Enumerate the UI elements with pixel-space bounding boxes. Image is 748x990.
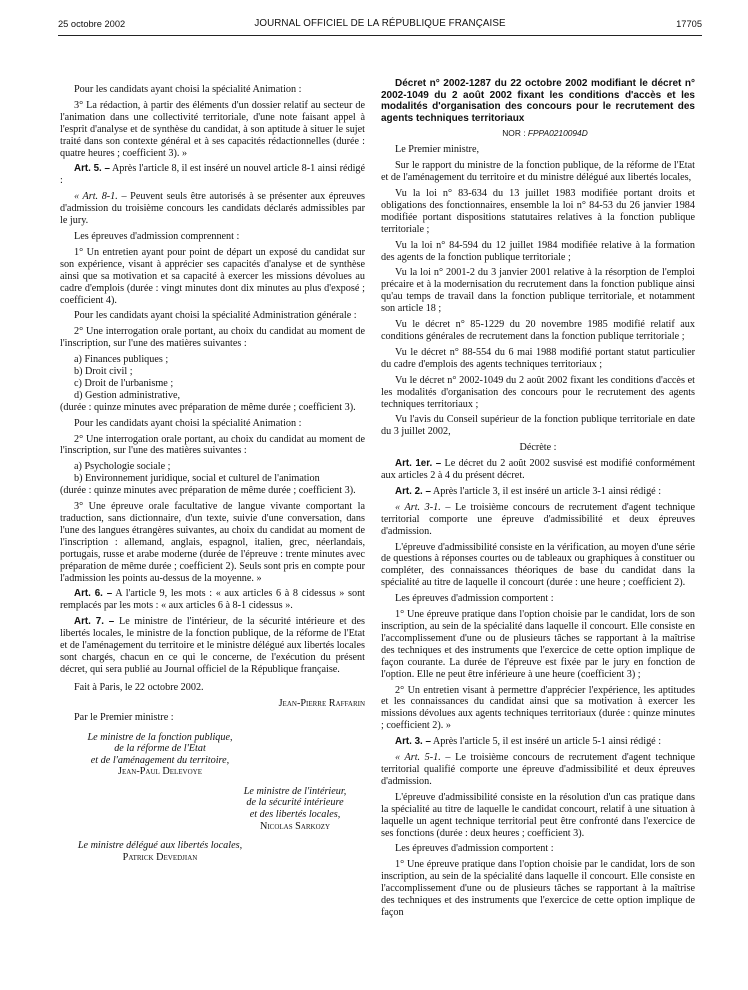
- header-date: 25 octobre 2002: [58, 19, 126, 29]
- paragraph: 1° Un entretien ayant pour point de départ un exposé du candidat sur son expérience, visant à apprécier ses capacités d'analyse et de synthèse ainsi que sa motivation et sa capacité à exercer les missions dévolues au cadre d'emplois (durée : vingt minutes dont dix minutes au plus d'exposé ; coefficient 4).: [60, 246, 365, 306]
- article-label: Art. 2. –: [395, 485, 431, 497]
- article-text: Le ministre de l'intérieur, de la sécurité intérieure et des libertés locales, le ministre de la fonction publique, de la réforme de l'Etat et de l'aménagement du territoire et le ministre délégué aux libertés locales sont chargés, chacun en ce qui le concerne, de l'exécution du présent décret, qui sera publié au Journal officiel de la République française.: [60, 616, 366, 675]
- minister-title: et des libertés locales,: [249, 809, 341, 821]
- article-label: « Art. 3-1.: [395, 501, 441, 513]
- date-place: Fait à Paris, le 22 octobre 2002.: [74, 681, 204, 693]
- paragraph: 3° Une épreuve orale facultative de langue vivante comportant la traduction, sans dictionnaire, d'un texte, suivie d'une conversation, dans l'une des langues étrangères suivantes, au choix du candidat au moment de l'inscription : allemand, anglais, espagnol, italien, grec, néerlandais, portugais, russe et arabe moderne (durée de l'épreuve : trente minutes avec préparation de même durée ; coefficient 2). Seuls sont pris en compte pour l'admission les points au-dessus de la moyenne. »: [60, 501, 365, 584]
- paragraph: Vu l'avis du Conseil supérieur de la fonction publique territoriale en date du 3 juillet 2002,: [381, 414, 695, 438]
- article-text: Après l'article 5, il est inséré un article 5-1 ainsi rédigé :: [432, 736, 662, 748]
- list-item: b) Droit civil ;: [74, 366, 133, 378]
- paragraph: Pour les candidats ayant choisi la spécialité Animation :: [74, 417, 302, 429]
- paragraph: Les épreuves d'admission comportent :: [395, 843, 554, 855]
- list-item: a) Psychologie sociale ;: [74, 461, 171, 473]
- article-6: [60, 588, 365, 612]
- paragraph: Pour les candidats ayant choisi la spécialité Animation :: [74, 84, 302, 95]
- article-5-1: [381, 752, 695, 788]
- signature-prime-minister: Jean-Pierre Raffarin: [278, 697, 365, 709]
- page-number: 17705: [676, 19, 702, 29]
- article-label: Art. 7. –: [74, 616, 115, 628]
- paragraph: L'épreuve d'admissibilité consiste en la vérification, au moyen d'une série de questions à réponses courtes ou de tableaux ou graphiques à constituer ou compléter, des connaissances théoriques de base du candidat dans la spécialité au titre de laquelle il concourt (durée : une heure ; coefficient 2).: [381, 541, 695, 589]
- article-text: Après l'article 8, il est inséré un nouvel article 8-1 ainsi rédigé :: [60, 163, 366, 187]
- paragraph: (durée : quinze minutes avec préparation de même durée ; coefficient 3).: [60, 401, 356, 413]
- left-column: [60, 84, 365, 863]
- nor-reference: [381, 128, 695, 140]
- minister-title: Le ministre de la fonction publique,: [87, 731, 233, 743]
- article-label: « Art. 8-1.: [74, 191, 118, 203]
- minister-name: Jean-Paul Delevoye: [118, 766, 202, 778]
- paragraph: 1° Une épreuve pratique dans l'option choisie par le candidat, lors de son inscription, au sein de la spécialité dans laquelle il concourt. Elle consiste en l'accomplissement d'une ou de plusieurs tâches se rapportant à la maîtrise des techniques et des instruments que l'exercice de cette option implique de façon: [381, 859, 695, 918]
- nor-value: FPPA0210094D: [527, 128, 588, 139]
- list-item: a) Finances publiques ;: [74, 354, 169, 366]
- article-text: – Le troisième concours de recrutement d'agent technique territorial comporte une épreuve d'admissibilité et deux épreuves d'admission.: [381, 501, 696, 537]
- article-3: [381, 736, 695, 748]
- paragraph: Pour les candidats ayant choisi la spécialité Administration générale :: [74, 310, 357, 322]
- paragraph: Vu la loi n° 83-634 du 13 juillet 1983 modifiée portant droits et obligations des fonctionnaires, ensemble la loi n° 84-53 du 26 janvier 1984 modifiée portant dispositions statutaires relatives à la fonction publique territoriale ;: [381, 188, 695, 235]
- paragraph: Sur le rapport du ministre de la fonction publique, de la réforme de l'Etat et de l'aménagement du territoire et du ministre délégué aux libertés locales,: [381, 160, 695, 184]
- paragraph: Les épreuves d'admission comprennent :: [74, 230, 240, 242]
- paragraph: Vu le décret n° 88-554 du 6 mai 1988 modifié portant statut particulier du cadre d'emplois des agents techniques territoriaux ;: [381, 346, 695, 370]
- minister-title: de la réforme de l'Etat: [114, 743, 206, 755]
- article-label: Art. 3. –: [395, 736, 431, 748]
- paragraph: Vu le décret n° 85-1229 du 20 novembre 1985 modifié relatif aux conditions générales de recrutement dans la fonction publique territoriale ;: [381, 319, 695, 342]
- journal-title: JOURNAL OFFICIEL DE LA RÉPUBLIQUE FRANÇAISE: [254, 18, 506, 29]
- list-item: c) Droit de l'urbanisme ;: [74, 377, 174, 389]
- article-text: Le décret du 2 août 2002 susvisé est modifié conformément aux articles 2 à 4 du présent décret.: [381, 458, 696, 482]
- par-premier-ministre: Par le Premier ministre :: [74, 711, 174, 723]
- paragraph: Le Premier ministre,: [395, 144, 480, 156]
- paragraph: 2° Un entretien visant à permettre d'apprécier l'expérience, les aptitudes et les connaissances du candidat ainsi que sa motivation à exercer les missions dévolues aux agents techniques territoriaux (durée : quinze minutes ; coefficient 2). »: [381, 684, 695, 732]
- article-5: [60, 163, 365, 187]
- paragraph: 3° La rédaction, à partir des éléments d'un dossier relatif au secteur de l'animation dans une collectivité territoriale, d'une note faisant appel à l'esprit d'analyse et de synthèse du candidat, à son aptitude à situer le sujet traité dans son contexte général et à ses capacités rédactionnelles (durée : quatre heures ; coefficient 3). »: [60, 99, 365, 159]
- list-item: b) Environnement juridique, social et culturel de l'animation: [74, 473, 320, 485]
- list-item: d) Gestion administrative,: [74, 389, 181, 401]
- article-label: Art. 6. –: [74, 588, 113, 600]
- article-text: Après l'article 3, il est inséré un article 3-1 ainsi rédigé :: [432, 485, 662, 497]
- minister-title: Le ministre délégué aux libertés locales,: [77, 840, 243, 852]
- paragraph: 2° Une interrogation orale portant, au choix du candidat au moment de l'inscription, sur l'une des matières suivantes :: [60, 433, 365, 457]
- decree-title: Décret n° 2002-1287 du 22 octobre 2002 modifiant le décret n° 2002-1049 du 2 août 2002 fixant les conditions d'accès et les modalités d'organisation des concours pour le recrutement des agents techniques territoriaux: [381, 78, 695, 124]
- minister-title: et de l'aménagement du territoire,: [90, 754, 230, 766]
- page-header: [58, 13, 702, 36]
- article-label: Art. 5. –: [74, 163, 110, 175]
- paragraph: Vu la loi n° 2001-2 du 3 janvier 2001 relative à la résorption de l'emploi précaire et à la modernisation du recrutement dans la fonction publique ainsi qu'au temps de travail dans la fonction publique territoriale, et notamment son article 18 ;: [381, 267, 695, 315]
- right-column: [381, 78, 695, 923]
- article-label: « Art. 5-1.: [395, 752, 441, 764]
- minister-name: Patrick Devedjian: [122, 851, 198, 863]
- paragraph: Vu la loi n° 84-594 du 12 juillet 1984 modifiée relative à la formation des agents de la fonction publique territoriale ;: [381, 239, 695, 263]
- paragraph: L'épreuve d'admissibilité consiste en la résolution d'un cas pratique dans la spécialité au titre de laquelle le candidat concourt, relatif à une situation à laquelle un agent technique territorial peut être confronté dans l'exercice de ses fonctions (durée : deux heures ; coefficient 3).: [381, 791, 695, 839]
- signature-libertes-locales: [60, 840, 260, 863]
- article-1: [381, 458, 695, 482]
- paragraph: Vu le décret n° 2002-1049 du 2 août 2002 fixant les conditions d'accès et les modalités d'organisation des concours pour le recrutement des agents techniques territoriaux ;: [381, 374, 695, 410]
- paragraph: (durée : quinze minutes avec préparation de même durée ; coefficient 3).: [60, 485, 356, 497]
- article-8-1: [60, 191, 365, 227]
- article-7: [60, 616, 365, 676]
- article-text: A l'article 9, les mots : « aux articles 6 à 8 cidessus » sont remplacés par les mots : « aux articles 6 à 8-1 cidessus ».: [60, 588, 366, 612]
- paragraph: 2° Une interrogation orale portant, au choix du candidat au moment de l'inscription, sur l'une des matières suivantes :: [60, 326, 365, 350]
- signature-fonction-publique: [60, 732, 260, 778]
- minister-name: Nicolas Sarkozy: [259, 820, 330, 832]
- article-text: – Le troisième concours de recrutement d'agent technique territorial qualifié comporte une épreuve d'admissibilité et deux épreuves d'admission.: [381, 752, 696, 787]
- paragraph: Les épreuves d'admission comportent :: [395, 593, 554, 605]
- paragraph: 1° Une épreuve pratique dans l'option choisie par le candidat, lors de son inscription, au sein de la spécialité dans laquelle il concourt. Elle consiste en l'accomplissement d'une ou de plusieurs tâches se rapportant à la maîtrise des techniques et des instruments que l'exercice de cette option implique de façon courante. La durée de l'épreuve est fixée par le jury en fonction de l'option. Elle ne peut être inférieure à une heure (coefficient 3) ;: [381, 609, 695, 680]
- decrete: Décrète :: [519, 442, 557, 454]
- article-label: Art. 1er. –: [395, 458, 442, 470]
- minister-title: de la sécurité intérieure: [246, 797, 344, 809]
- signature-interieur: [220, 786, 370, 832]
- article-text: – Peuvent seuls être autorisés à se présenter aux épreuves d'admission du troisième concours les candidats déclarés admissibles par le jury.: [60, 191, 365, 227]
- nor-label: NOR :: [502, 128, 526, 139]
- minister-title: Le ministre de l'intérieur,: [243, 785, 347, 797]
- article-3-1: [381, 502, 695, 538]
- article-2: [381, 486, 695, 498]
